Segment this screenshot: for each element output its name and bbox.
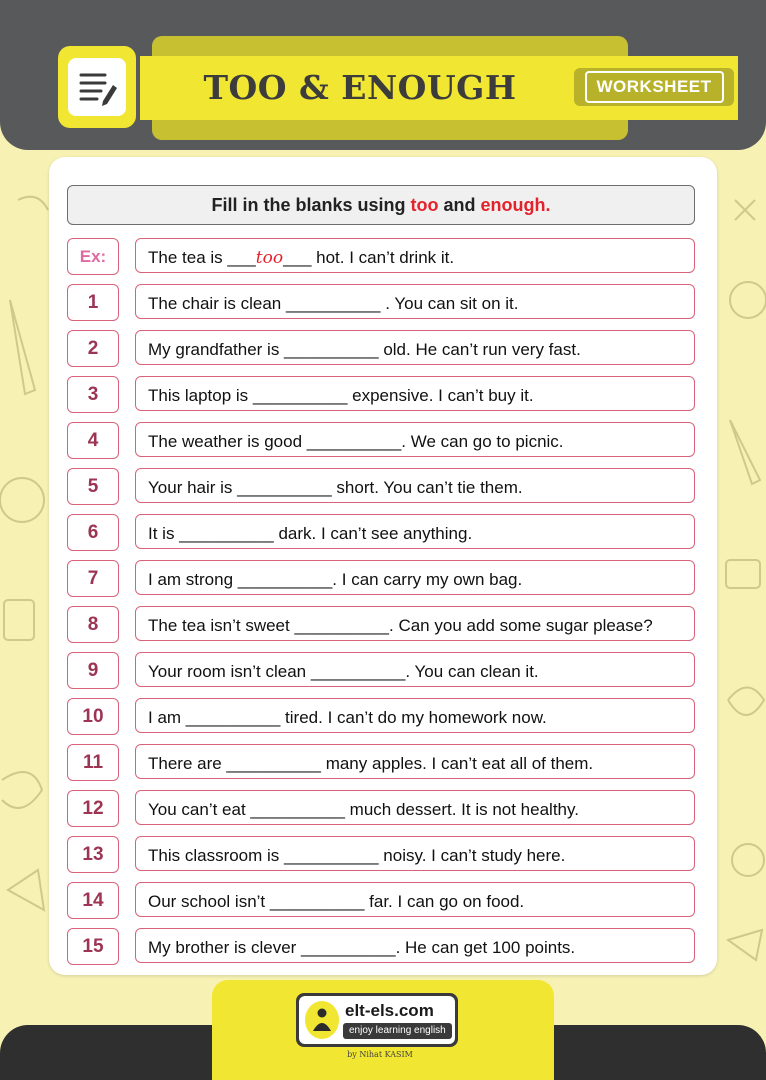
- example-row: [49, 238, 717, 275]
- worksheet-title: TOO & ENOUGH: [203, 68, 517, 107]
- reader-figure-icon: [305, 1001, 339, 1039]
- exercise-row: [49, 468, 717, 505]
- exercise-sentence[interactable]: You can’t eat __________ much dessert. It is not healthy.: [135, 790, 695, 825]
- exercise-number: 12: [67, 790, 119, 827]
- exercise-number: 6: [67, 514, 119, 551]
- example-label: Ex:: [67, 238, 119, 275]
- worksheet-card: [49, 157, 717, 975]
- exercise-sentence[interactable]: It is __________ dark. I can’t see anything.: [135, 514, 695, 549]
- exercise-sentence[interactable]: The weather is good __________. We can go to picnic.: [135, 422, 695, 457]
- exercise-number: 5: [67, 468, 119, 505]
- exercise-row: [49, 606, 717, 643]
- exercise-number: 10: [67, 698, 119, 735]
- exercise-sentence[interactable]: My grandfather is __________ old. He can’t run very fast.: [135, 330, 695, 365]
- exercise-sentence[interactable]: This laptop is __________ expensive. I can’t buy it.: [135, 376, 695, 411]
- exercise-row: [49, 790, 717, 827]
- instruction-box: [67, 185, 695, 225]
- exercise-row: [49, 928, 717, 965]
- exercise-row: [49, 330, 717, 367]
- worksheet-badge-label: WORKSHEET: [585, 71, 724, 103]
- instruction-keyword-too: too: [410, 195, 439, 215]
- exercise-sentence[interactable]: The chair is clean __________ . You can sit on it.: [135, 284, 695, 319]
- exercise-number: 14: [67, 882, 119, 919]
- example-answer: too: [255, 248, 284, 268]
- exercise-number: 11: [67, 744, 119, 781]
- exercise-sentence[interactable]: Your room isn’t clean __________. You can clean it.: [135, 652, 695, 687]
- exercise-row: [49, 652, 717, 689]
- exercise-sentence[interactable]: Your hair is __________ short. You can’t tie them.: [135, 468, 695, 503]
- author-byline: by Nihat KASIM: [347, 1050, 413, 1059]
- exercise-number: 3: [67, 376, 119, 413]
- exercise-row: [49, 882, 717, 919]
- worksheet-badge: [574, 68, 734, 106]
- exercise-number: 4: [67, 422, 119, 459]
- exercise-number: 1: [67, 284, 119, 321]
- exercise-row: [49, 284, 717, 321]
- example-text-after: ___ hot. I can’t drink it.: [283, 248, 455, 267]
- exercise-row: [49, 514, 717, 551]
- exercise-row: [49, 422, 717, 459]
- exercise-sentence[interactable]: I am __________ tired. I can’t do my homework now.: [135, 698, 695, 733]
- site-logo[interactable]: [296, 993, 458, 1047]
- exercise-number: 8: [67, 606, 119, 643]
- exercise-number: 15: [67, 928, 119, 965]
- exercise-sentence[interactable]: There are __________ many apples. I can’t eat all of them.: [135, 744, 695, 779]
- exercise-row: [49, 698, 717, 735]
- exercise-row: [49, 836, 717, 873]
- exercise-row: [49, 744, 717, 781]
- exercise-number: 9: [67, 652, 119, 689]
- exercise-sentence[interactable]: My brother is clever __________. He can get 100 points.: [135, 928, 695, 963]
- instruction-text-and: and: [438, 195, 481, 215]
- example-sentence: [135, 238, 695, 273]
- exercise-row: [49, 560, 717, 597]
- exercise-number: 2: [67, 330, 119, 367]
- example-text-before: The tea is ___: [148, 248, 256, 267]
- exercise-sentence[interactable]: This classroom is __________ noisy. I can’t study here.: [135, 836, 695, 871]
- exercise-number: 13: [67, 836, 119, 873]
- exercise-number: 7: [67, 560, 119, 597]
- exercise-row: [49, 376, 717, 413]
- site-name: elt-els.com: [345, 1001, 434, 1020]
- site-tagline: enjoy learning english: [343, 1023, 452, 1039]
- instruction-keyword-enough: enough.: [480, 195, 551, 215]
- exercise-sentence[interactable]: The tea isn’t sweet __________. Can you add some sugar please?: [135, 606, 695, 641]
- exercise-sentence[interactable]: Our school isn’t __________ far. I can go on food.: [135, 882, 695, 917]
- notepad-pencil-icon: [58, 46, 136, 128]
- instruction-text: Fill in the blanks using: [211, 195, 411, 215]
- exercise-sentence[interactable]: I am strong __________. I can carry my own bag.: [135, 560, 695, 595]
